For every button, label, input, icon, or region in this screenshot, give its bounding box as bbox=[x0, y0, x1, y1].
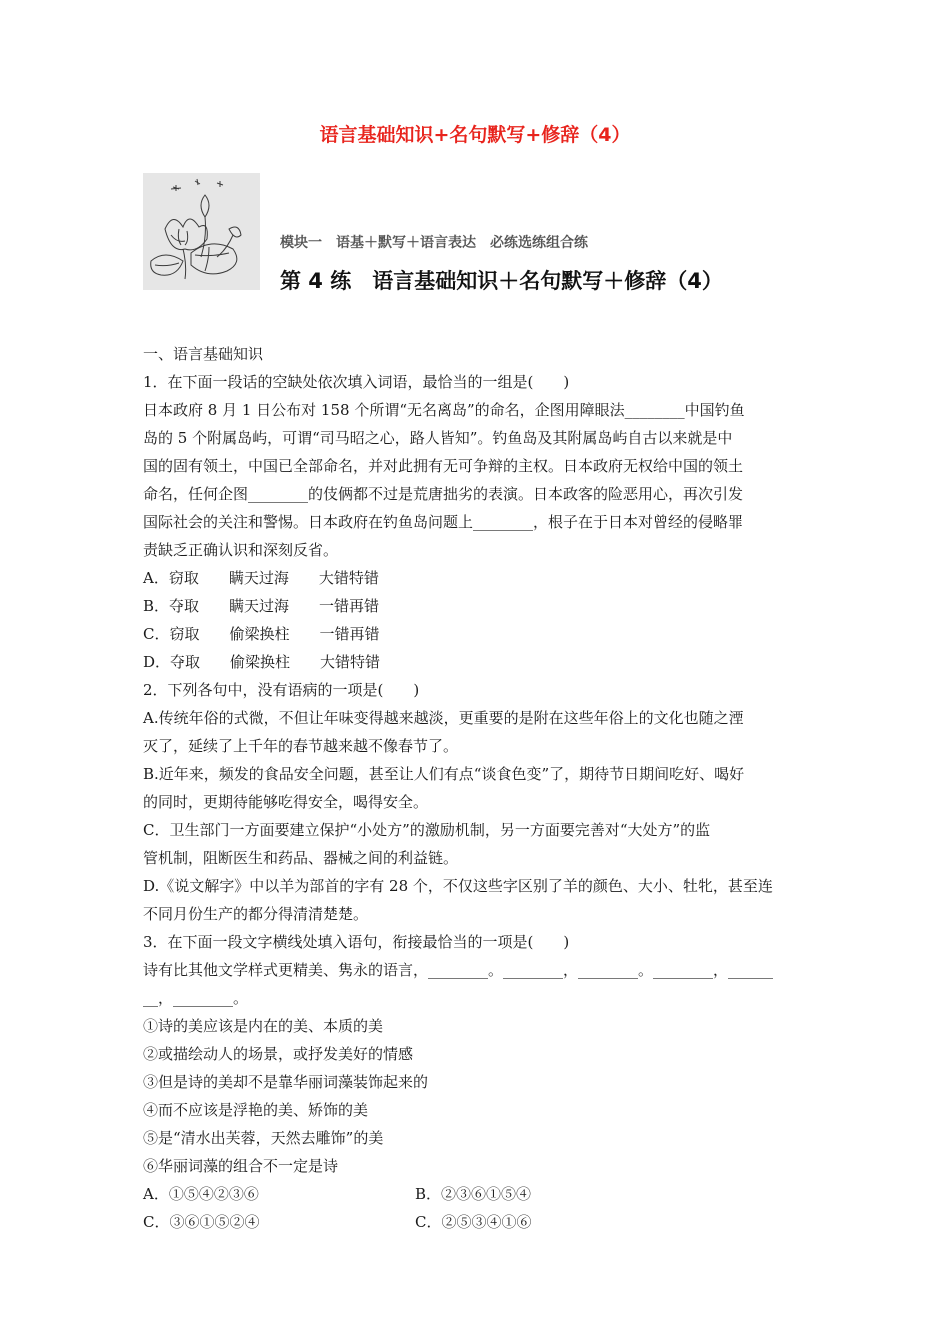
module-subtitle: 模块一 语基＋默写＋语言表达 必练选练组合练 bbox=[280, 235, 588, 251]
document-title: 语言基础知识+名句默写+修辞（4） bbox=[319, 124, 631, 146]
question-3-item: ⑤是“清水出芙蓉，天然去雕饰”的美 bbox=[143, 1129, 384, 1147]
question-3-option-c: C．③⑥①⑤②④ bbox=[143, 1213, 260, 1231]
question-2-option-line: D.《说文解字》中以羊为部首的字有 28 个，不仅这些字区别了羊的颜色、大小、牡牝，甚至连 bbox=[143, 877, 773, 895]
question-3-passage-line: __，________。 bbox=[143, 989, 249, 1007]
question-3-item: ①诗的美应该是内在的美、本质的美 bbox=[143, 1017, 384, 1035]
question-1-option-b: B．夺取 瞒天过海 一错再错 bbox=[143, 597, 380, 615]
question-3-option-b: B．②③⑥①⑤④ bbox=[415, 1185, 532, 1203]
question-1-option-c: C．窃取 偷梁换柱 一错再错 bbox=[143, 625, 380, 643]
question-1-passage bbox=[143, 396, 808, 564]
question-1-option-d: D．夺取 偷梁换柱 大错特错 bbox=[143, 653, 381, 671]
question-3-item: ③但是诗的美却不是靠华丽词藻装饰起来的 bbox=[143, 1073, 429, 1091]
passage-line: 日本政府 8 月 1 日公布对 158 个所谓“无名离岛”的命名，企图用障眼法________中国钓鱼 bbox=[143, 401, 745, 419]
passage-line: 国的固有领土，中国已全部命名，并对此拥有无可争辩的主权。日本政府无权给中国的领土 bbox=[143, 457, 744, 475]
question-2-option-line: 的同时，更期待能够吃得安全，喝得安全。 bbox=[143, 793, 429, 811]
question-1-stem: 1．在下面一段话的空缺处依次填入词语，最恰当的一组是( ) bbox=[143, 373, 570, 391]
question-2-option-line: 不同月份生产的都分得清清楚楚。 bbox=[143, 905, 369, 923]
question-3-stem: 3．在下面一段文字横线处填入语句，衔接最恰当的一项是( ) bbox=[143, 933, 570, 951]
question-2-option-line: A.传统年俗的式微，不但让年味变得越来越淡，更重要的是附在这些年俗上的文化也随之湮 bbox=[143, 709, 744, 727]
question-1-option-a: A．窃取 瞒天过海 大错特错 bbox=[143, 569, 379, 587]
question-3-options-row bbox=[143, 1180, 808, 1208]
passage-line: 国际社会的关注和警惕。日本政府在钓鱼岛问题上________，根子在于日本对曾经的侵略罪 bbox=[143, 513, 744, 531]
question-3-option-a: A．①⑤④②③⑥ bbox=[143, 1185, 259, 1203]
passage-line: 责缺乏正确认识和深刻反省。 bbox=[143, 541, 339, 559]
question-2-stem: 2．下列各句中，没有语病的一项是( ) bbox=[143, 681, 420, 699]
lesson-title: 第 4 练 语言基础知识＋名句默写＋修辞（4） bbox=[280, 269, 723, 293]
question-3-option-d: C．②⑤③④①⑥ bbox=[415, 1213, 532, 1231]
question-3-options-row bbox=[143, 1208, 808, 1236]
exercise-content bbox=[143, 340, 808, 1236]
passage-line: 命名，任何企图________的伎俩都不过是荒唐拙劣的表演。日本政客的险恶用心，再次引发 bbox=[143, 485, 744, 503]
section-heading: 一、语言基础知识 bbox=[143, 345, 264, 363]
question-3-item: ②或描绘动人的场景，或抒发美好的情感 bbox=[143, 1045, 414, 1063]
question-3-item: ④而不应该是浮艳的美、矫饰的美 bbox=[143, 1101, 369, 1119]
question-2-option-line: 灭了，延续了上千年的春节越来越不像春节了。 bbox=[143, 737, 459, 755]
passage-line: 岛的 5 个附属岛屿，可谓“司马昭之心，路人皆知”。钓鱼岛及其附属岛屿自古以来就是中 bbox=[143, 429, 733, 447]
question-2-option-line: 管机制，阻断医生和药品、器械之间的利益链。 bbox=[143, 849, 459, 867]
question-2-option-line: C．卫生部门一方面要建立保护“小处方”的激励机制，另一方面要完善对“大处方”的监 bbox=[143, 821, 711, 839]
question-3-passage-line: 诗有比其他文学样式更精美、隽永的语言，________。________，________。________，______ bbox=[143, 961, 774, 979]
question-3-item: ⑥华丽词藻的组合不一定是诗 bbox=[143, 1157, 339, 1175]
question-2-option-line: B.近年来，频发的食品安全问题，甚至让人们有点“谈食色变”了，期待节日期间吃好、喝好 bbox=[143, 765, 745, 783]
lotus-illustration-icon bbox=[143, 173, 260, 290]
